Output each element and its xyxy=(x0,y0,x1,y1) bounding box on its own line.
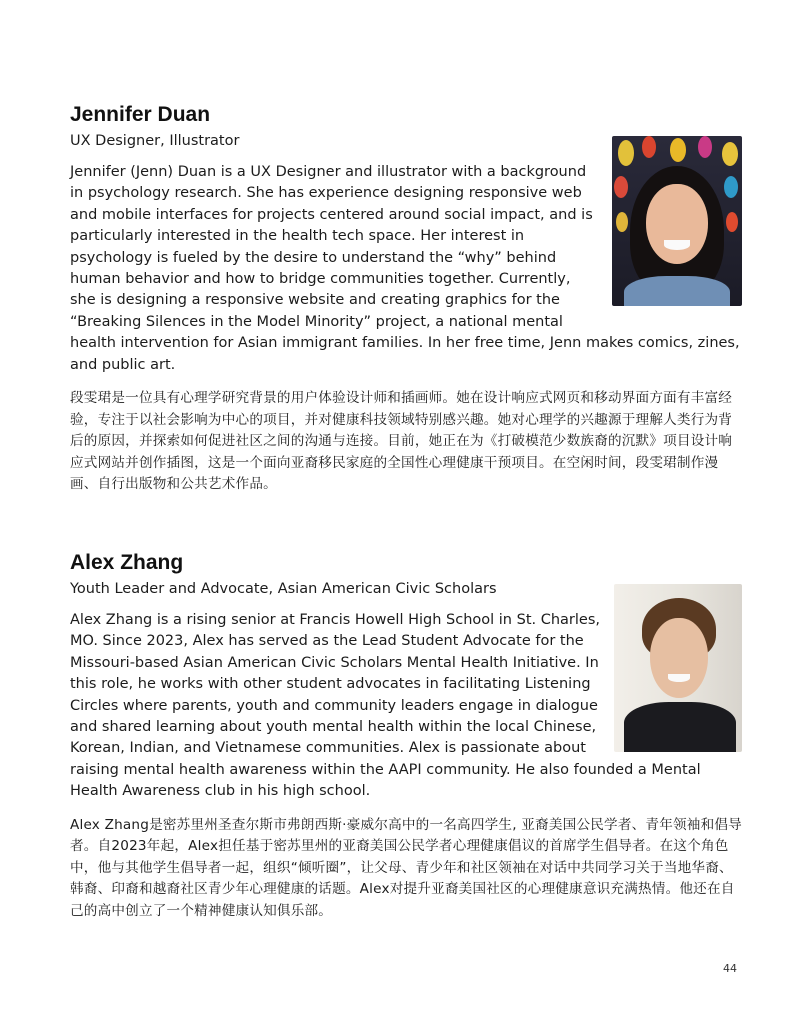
profile-role: UX Designer, Illustrator xyxy=(70,133,240,149)
profile-name: Jennifer Duan xyxy=(70,103,211,126)
bio-english: Alex Zhang is a rising senior at Francis Howell High School in St. Charles, MO. Since 2023, Alex has served as the Lead Student Advocate for the Missouri-based Asian American Civic Scholars Mental Health Initiative. In this role, he works with other student advocates in facilitating Listening Circles where parents, youth and community leaders engage in dialogue and shared learning about youth mental health within the local Chinese, Korean, Indian, and Vietnamese communities. Alex is passionate about raising mental health awareness within the AAPI community. He also founded a Mental Health Awareness club in his high school. xyxy=(70,612,701,800)
bio-chinese: 段雯珺是一位具有心理学研究背景的用户体验设计师和插画师。她在设计响应式网页和移动界面方面有丰富经验，专注于以社会影响为中心的项目，并对健康科技领域特别感兴趣。她对心理学的兴趣源于理解人类行为背后的原因，并探索如何促进社区之间的沟通与连接。目前，她正在为《打破模范少数族裔的沉默》项目设计响应式网站并创作插图，这是一个面向亚裔移民家庭的全国性心理健康干预项目。在空闲时间，段雯珺制作漫画、自行出版物和公共艺术作品。 xyxy=(70,390,733,493)
profile-jennifer-duan xyxy=(70,102,742,496)
bio-chinese: Alex Zhang是密苏里州圣查尔斯市弗朗西斯·豪威尔高中的一名高四学生, 亚裔美国公民学者、青年领袖和倡导者。自2023年起，Alex担任基于密苏里州的亚裔美国公民学者心理健康倡议的首席学生倡导者。在这个角色中，他与其他学生倡导者一起，组织“倾听圈”，让父母、青少年和社区领袖在对话中共同学习关于当地华裔、韩裔、印裔和越裔社区青少年心理健康的话题。Alex对提升亚裔美国社区的心理健康意识充满热情。他还在自己的高中创立了一个精神健康认知俱乐部。 xyxy=(70,816,742,920)
profile-photo xyxy=(614,584,742,752)
profile-name: Alex Zhang xyxy=(70,551,184,574)
profile-role: Youth Leader and Advocate, Asian American Civic Scholars xyxy=(70,581,497,597)
profile-alex-zhang xyxy=(70,550,742,923)
bio-english: Jennifer (Jenn) Duan is a UX Designer and illustrator with a background in psychology research. She has experience designing responsive web and mobile interfaces for projects centered around social impact, and is particularly interested in the health tech space. Her interest in psychology is fueled by the desire to understand the “why” behind human behavior and how to bridge communities together. Currently, she is designing a responsive website and creating graphics for the “Breaking Silences in the Model Minority” project, a national mental health intervention for Asian immigrant families. In her free time, Jenn makes comics, zines, and public art. xyxy=(70,164,740,373)
page-number: 44 xyxy=(723,962,737,975)
profile-photo xyxy=(612,136,742,306)
